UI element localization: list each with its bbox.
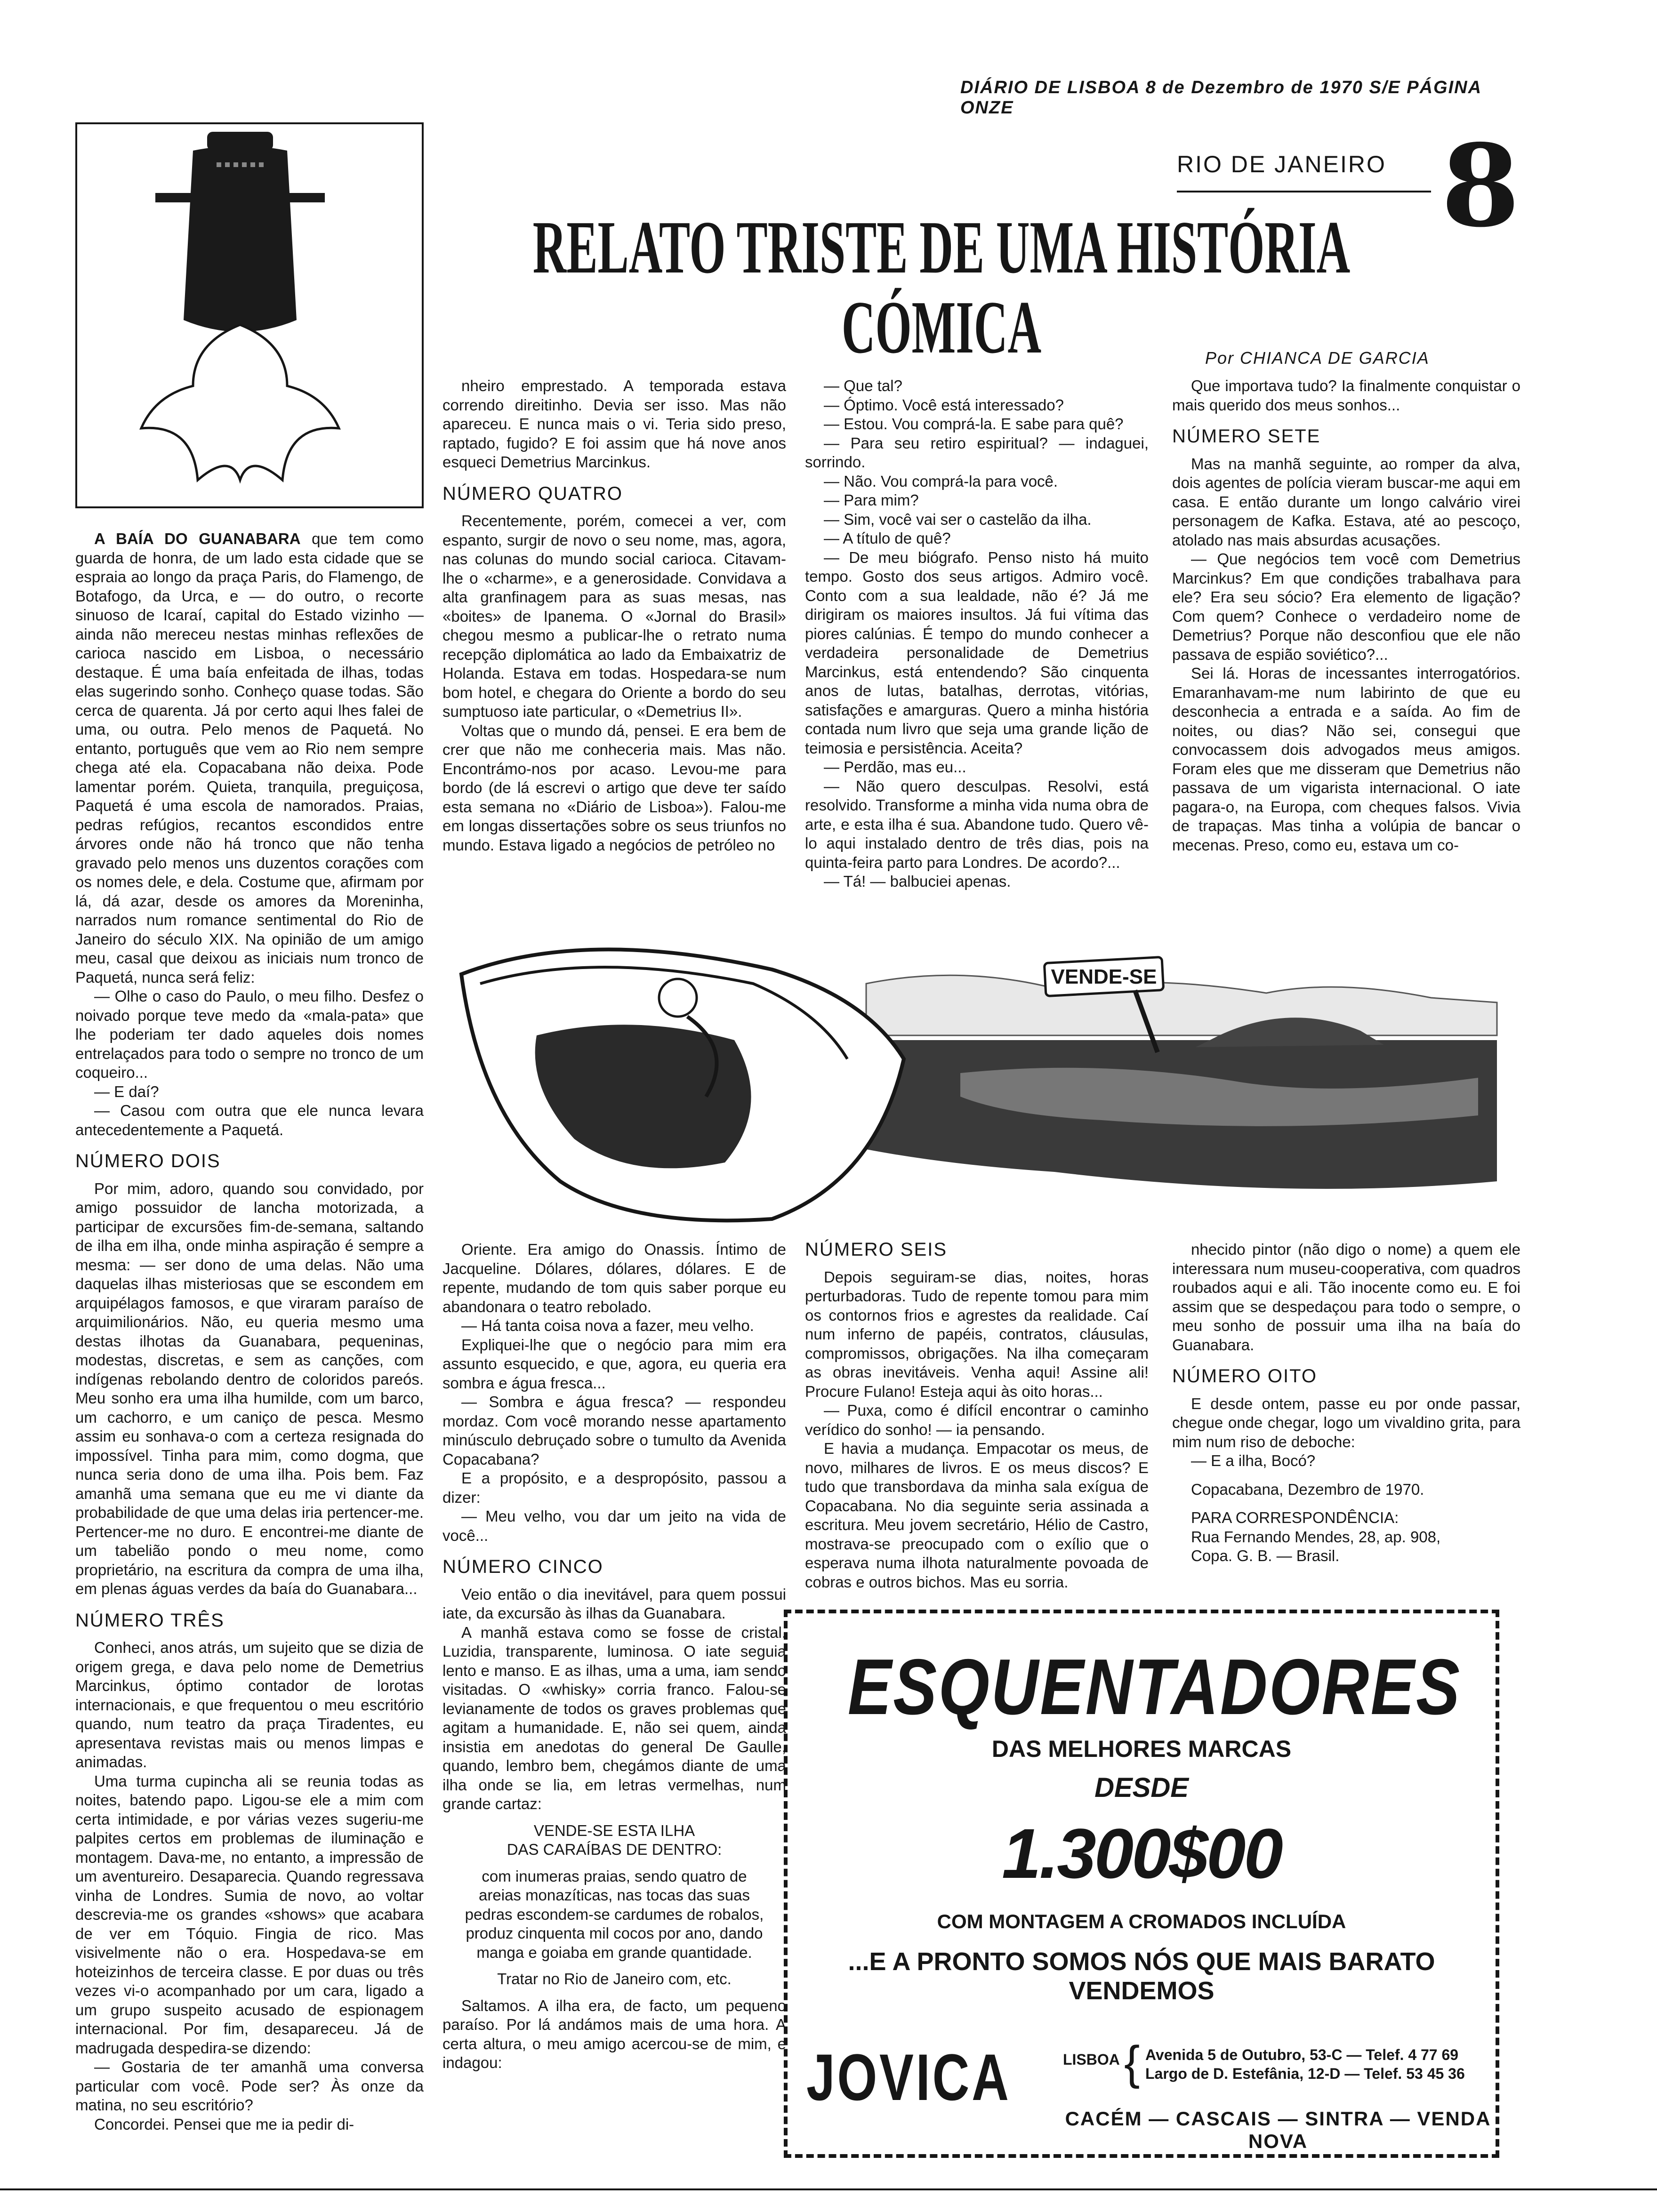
paragraph: Concordei. Pensei que me ia pedir di- xyxy=(94,2115,354,2133)
column-1 xyxy=(75,529,424,2134)
ad-title: ESQUENTADORES xyxy=(847,1643,1462,1731)
column-5 xyxy=(442,1240,786,2073)
page-bottom-rule xyxy=(0,2188,1657,2190)
sign-line: VENDE-SE ESTA ILHA xyxy=(533,1821,695,1839)
ad-tagline-2: VENDEMOS xyxy=(1069,1977,1215,2005)
paragraph: A manhã estava como se fosse de cristal. Luzidia, transparente, luminosa. O iate seguia lento e manso. E as ilhas, uma a uma, iam sendo visitadas. O «whisky» corria franco. Falou-se levianamente de todos os graves problemas que agitam a humanidade. E, não sei quem, ainda insistia em anedotas do general De Gaulle, quando, lembro bem, chegámos diante de uma ilha onde se lia, em letras vermelhas, num grande cartaz: xyxy=(442,1623,786,1812)
section-number: 8 xyxy=(1441,120,1520,252)
paragraph: — Que negócios tem você com Demetrius Marcinkus? Em que condições trabalhava para ele? Era seu sócio? Era elemento de ligação? Com quem? Conhece o verdadeiro nome de Demetrius? Porque não desconfiou que ele não passava de espião soviético?... xyxy=(1172,550,1520,663)
ad-address-1: Avenida 5 de Outubro, 53-C — Telef. 4 77 69 xyxy=(1145,2046,1459,2063)
paragraph: Mas na manhã seguinte, ao romper da alva, dois agentes de polícia vieram buscar-me aqui em casa. E então durante um longo calvário virei personagem de Kafka. Estava, até ao pescoço, atolado nas mais absurdas acusações. xyxy=(1172,455,1520,549)
column-6 xyxy=(805,1240,1149,1592)
paragraph: — Há tanta coisa nova a fazer, meu velho. xyxy=(461,1317,754,1334)
figure-cloak xyxy=(184,146,297,332)
paragraph: Uma turma cupincha ali se reunia todas as noites, batendo papo. Ligou-se ele a mim com certa intimidade, e por várias vezes sugeriu-me palpites certos em problemas de iluminação e montagem. Dava-me, no entanto, a impressão de um aventureiro. Desaparecia. Quando regressava vinha de Londres. Sumia de novo, ao voltar descrevia-me os grandes «shows» que acabara de ver em Tóquio. Fingia de rico. Mas visivelmente não o era. Hospedava-se em hoteizinhos de terceira classe. E por duas ou três vezes vi-o acompanhado por um cara, ligado a um grupo suspeito acusado de espionagem internacional. Por fim, desapareceu. Já de madrugada despedira-se dizendo: xyxy=(75,1772,424,2057)
paragraph: — Para mim? xyxy=(824,491,919,509)
paragraph: — Que tal? xyxy=(824,377,902,394)
paragraph: Saltamos. A ilha era, de facto, um pequeno paraíso. Por lá andámos mais de uma hora. A certa altura, o meu amigo acercou-se de mim, e indagou: xyxy=(442,1996,786,2071)
paragraph: Recentemente, porém, comecei a ver, com espanto, surgir de novo o seu nome, mas, agora, nas colunas do mundo social carioca. Citavam-lhe o «charme», e a generosidade. Convidava a alta granfinagem para as suas mesas, nas «boites» de Ipanema. O «Jornal do Brasil» chegou mesmo a publicar-lhe o retrato numa recepção diplomática ao lado da Embaixatriz de Holanda. Estava em todas. Hospedara-se num bom hotel, e chegara do Oriente a bordo do seu sumptuoso iate particular, o «Demetrius II». xyxy=(442,512,786,720)
correspondence-label: PARA CORRESPONDÊNCIA: xyxy=(1191,1509,1399,1526)
column-4 xyxy=(1172,377,1520,855)
headline-line-2: CÓMICA xyxy=(841,285,1042,369)
paragraph: nhecido pintor (não digo o nome) a quem ele interessara num museu-cooperativa, com quadros roubados aqui e ali. Tão inocente como eu. E foi assim que se despedaçou para todo o sempre, o meu sonho de possuir uma ilha na baía do Guanabara. xyxy=(1172,1241,1520,1354)
paragraph: — Meu velho, vou dar um jeito na vida de você... xyxy=(442,1507,786,1544)
paragraph: — Gostaria de ter amanhã uma conversa particular com você. Pode ser? Às onze da matina, no seu escritório? xyxy=(75,2058,424,2114)
paragraph: — Não. Vou comprá-la para você. xyxy=(824,472,1058,490)
ad-city: LISBOA xyxy=(1063,2051,1120,2068)
paragraph: — Puxa, como é difícil encontrar o caminho verídico do sonho! — ia pensando. xyxy=(805,1402,1149,1438)
paragraph: — Óptimo. Você está interessado? xyxy=(824,396,1064,414)
correspondence-line: Rua Fernando Mendes, 28, ap. 908, xyxy=(1191,1528,1441,1546)
byline: Por CHIANCA DE GARCIA xyxy=(1205,348,1430,368)
ad-tagline xyxy=(788,1947,1496,2005)
paragraph: — E a ilha, Bocó? xyxy=(1191,1452,1316,1469)
paragraph: Veio então o dia inevitável, para quem possui iate, da excursão às ilhas da Guanabara. xyxy=(442,1585,786,1622)
paragraph: — A título de quê? xyxy=(824,529,951,547)
ad-price: 1.300$00 xyxy=(1002,1814,1281,1893)
paragraph: — Estou. Vou comprá-la. E sabe para quê? xyxy=(824,415,1124,433)
paragraph: E a propósito, e a despropósito, passou a dizer: xyxy=(442,1469,786,1506)
paragraph: nheiro emprestado. A temporada estava correndo direitinho. Devia ser isso. Mas não apareceu. E nunca mais o vi. Teria sido preso, raptado, fugido? E foi assim que há nove anos esqueci Demetrius Marcinkus. xyxy=(442,377,786,471)
paragraph: — Perdão, mas eu... xyxy=(824,758,966,776)
paragraph: Depois seguiram-se dias, noites, horas perturbadoras. Tudo de repente tomou para mim os contornos frios e agrestes da realidade. Caí num inferno de papéis, contratos, cláusulas, compromissos, obrigações. Na ilha começaram as obras inevitáveis. Venha aqui! Assine ali! Procure Fulano! Esteja aqui às oito horas... xyxy=(805,1268,1149,1400)
subhead-numero-tres: NÚMERO TRÊS xyxy=(75,1610,225,1631)
column-7 xyxy=(1172,1240,1520,1566)
subhead-numero-sete: NÚMERO SETE xyxy=(1172,426,1321,447)
paragraph: Conheci, anos atrás, um sujeito que se dizia de origem grega, e dava pelo nome de Demetrius Marcinkus, óptimo contador de lorotas internacionais, e que frequentou o meu escritório quando, num teatro da praça Tiradentes, eu apresentava revistas mais ou menos limpas e animadas. xyxy=(75,1639,424,1771)
ad-addresses xyxy=(1145,2045,1465,2083)
paragraph: E desde ontem, passe eu por onde passar, chegue onde chegar, logo um vivaldino grita, para mim num riso de deboche: xyxy=(1172,1395,1520,1451)
paragraph: E havia a mudança. Empacotar os meus, de novo, milhares de livros. E os meus discos? E tudo que transbordava da minha sala exígua de Copacabana. No dia seguinte seria assinada a escritura. Meu jovem secretário, Hélio de Castro, mostrava-se preocupado com o exílio que o esperava numa ilhota naturalmente povoada de cobras e outros bichos. Mas eu sorria. xyxy=(805,1440,1149,1591)
headline-line-1: RELATO TRISTE DE UMA HISTÓRIA xyxy=(532,205,1351,289)
ad-mounting: COM MONTAGEM A CROMADOS INCLUÍDA xyxy=(937,1910,1346,1932)
sign-line: DAS CARAÍBAS DE DENTRO: xyxy=(507,1841,722,1858)
subhead-numero-seis: NÚMERO SEIS xyxy=(805,1239,948,1260)
paragraph: Oriente. Era amigo do Onassis. Íntimo de Jacqueline. Dólares, dólares, dólares. E de repente, mudando de tom quis saber porque eu abandonara o teatro rebolado. xyxy=(442,1241,786,1315)
paragraph: — Não quero desculpas. Resolvi, está resolvido. Transforme a minha vida numa obra de arte, e esta ilha é sua. Abandone tudo. Quero vê-lo aqui instalado dentro de três dias, pois na quinta-feira parto para Londres. De acordo?... xyxy=(805,777,1149,871)
figure-arm xyxy=(155,193,207,202)
paragraph: Sei lá. Horas de incessantes interrogatórios. Emaranhavam-me num labirinto de que eu desconhecia a entrada e a saída. Ao fim de noites, ou dias? Não sei, consegui que convocassem dois advogados meus amigos. Foram eles que me disseram que Demetrius não passava de um vigarista internacional. O iate pagara-o, na Europa, com cheques falsos. Vivia de trapaças. Mas tinha a volúpia de bancar o mecenas. Preso, como eu, estava um co- xyxy=(1172,665,1520,854)
paragraph: Copacabana, Dezembro de 1970. xyxy=(1191,1480,1424,1498)
sign-description: com inumeras praias, sendo quatro de areias monazíticas, nas tocas das suas pedras escondem-se cardumes de robalos, produz cinquenta mil cocos por ano, dando manga e goiaba em grande quantidade. xyxy=(465,1867,764,1961)
figure-arm-right xyxy=(273,193,325,202)
paragraph: — Para seu retiro espiritual? — indaguei, sorrindo. xyxy=(805,434,1149,471)
ad-address-2: Largo de D. Estefânia, 12-D — Telef. 53 45 36 xyxy=(1145,2065,1465,2082)
masthead: DIÁRIO DE LISBOA 8 de Dezembro de 1970 S/E PÁGINA ONZE xyxy=(960,78,1481,118)
sign-text: VENDE-SE xyxy=(1051,965,1157,988)
subhead-numero-oito: NÚMERO OITO xyxy=(1172,1366,1317,1387)
correspondence-line: Copa. G. B. — Brasil. xyxy=(1191,1547,1340,1564)
section-label: RIO DE JANEIRO xyxy=(1177,151,1386,177)
subhead-numero-cinco: NÚMERO CINCO xyxy=(442,1556,603,1577)
paragraph: que tem como guarda de honra, de um lado esta cidade que se espraia ao longo da praça Paris, do Flamengo, de Botafogo, da Urca, e — do outro, o recorte sinuoso de Icaraí, capital do Estado vizinho — ainda não mereceu nestas minhas reflexões de carioca nascido em Lisboa, o necessário destaque. É uma baía enfeitada de ilhas, todas elas sugerindo sonho. Conheço quase todas. São cerca de quarenta. Já por certo aqui lhes falei de uma, ou outra. Pelo menos de Paquetá. No entanto, português que vem ao Rio nem sempre chega até ela. Copacabana não deixa. Pode lamentar porém. Quieta, tranquila, preguiçosa, Paquetá é uma escola de namorados. Praias, pedras refúgios, recantos escondidos entre árvores onde não há tronco que não tenha gravado pelo menos uns duzentos corações com os nomes dele, e dela. Costume que, afirmam por lá, dá azar, desde os amores da Moreninha, narrados num romance sentimental do Rio de Janeiro do século XIX. Na opinião de um amigo meu, casal que deixou as iniciais num tronco de Paquetá, nunca será feliz: xyxy=(75,530,424,986)
paragraph: Por mim, adoro, quando sou convidado, por amigo possuidor de lancha motorizada, a participar de excursões fim-de-semana, saltando de ilha em ilha, onde minha aspiração é sempre a mesma: — ser dono de uma delas. Não uma daquelas ilhas misteriosas que se escondem em arquipélagos famosos, e que viraram paraíso de arquimilionários. Não, eu queria mesmo uma destas ilhotas da Guanabara, pequeninas, modestas, discretas, e sem as canções, com indígenas rebolando dentro de coloridos pareós. Meu sonho era uma ilha humilde, com um barco, um cachorro, e um caniço de pesca. Mesmo assim eu sonhava-o com a certeza resignada do impossível. Tinha para mim, como dogma, que nunca seria dono de uma ilha. Pois bem. Faz amanhã uma semana que eu me vi diante da probabilidade de que uma delas iria pertencer-me. Pertencer-me no duro. E encontrei-me diante de um tabelião pondo o meu nome, como proprietário, na escritura da compra de uma ilha, em plenas águas verdes da baía do Guanabara... xyxy=(75,1179,424,1597)
brace-icon: { xyxy=(1124,2036,1140,2089)
paragraph: — Casou com outra que ele nunca levara antecedentemente a Paquetá. xyxy=(75,1102,424,1138)
boat-illustration xyxy=(442,918,1506,1233)
ad-tagline-1: ...E A PRONTO SOMOS NÓS QUE MAIS BARATO xyxy=(848,1948,1435,1976)
section-rule xyxy=(1177,191,1431,192)
column-3 xyxy=(805,377,1149,891)
advertisement-jovica xyxy=(784,1610,1499,2158)
paragraph: Que importava tudo? Ia finalmente conquistar o mais querido dos meus sonhos... xyxy=(1172,377,1520,414)
ad-desde: DESDE xyxy=(1094,1772,1189,1803)
subhead-numero-dois: NÚMERO DOIS xyxy=(75,1151,221,1171)
illustration-figure xyxy=(75,122,424,508)
passenger-head xyxy=(659,979,697,1017)
paragraph: — De meu biógrafo. Penso nisto há muito tempo. Gosto dos seus artigos. Admiro você. Conto com a sua lealdade, não é? Já me dirigiram os maiores insultos. Já fui vítima das piores calúnias. É tempo do mundo conhecer a verdadeira personalidade de Demetrius Marcinkus, está entendendo? São cinquenta anos de lutas, batalhas, derrotas, vitórias, satisfações e amarguras. Quero a minha história contada num livro que seja uma grande lição de teimosia e persistência. Aceita? xyxy=(805,548,1149,757)
paragraph: Expliquei-lhe que o negócio para mim era assunto esquecido, e que, agora, eu queria era sombra e água fresca... xyxy=(442,1336,786,1392)
lead-in: A BAÍA DO GUANABARA xyxy=(94,530,301,547)
paragraph: Voltas que o mundo dá, pensei. E era bem de crer que não me conheceria mais. Mas não. Encontrámo-nos por acaso. Levou-me para bordo (de lá escrevi o artigo que deve ter saído esta semana no «Diário de Lisboa»). Falou-me em longas dissertações sobre os seus triunfos no mundo. Estava ligado a negócios de petróleo no xyxy=(442,721,786,854)
paragraph: — Sim, você vai ser o castelão da ilha. xyxy=(824,510,1092,528)
column-2 xyxy=(442,377,786,855)
paragraph: — E daí? xyxy=(94,1082,159,1100)
ad-subtitle: DAS MELHORES MARCAS xyxy=(991,1736,1292,1762)
sign-contact: Tratar no Rio de Janeiro com, etc. xyxy=(497,1970,732,1988)
paragraph: — Sombra e água fresca? — respondeu mordaz. Com você morando nesse apartamento minúsculo debruçado sobre o tumulto da Avenida Copacabana? xyxy=(442,1393,786,1468)
paragraph: — Tá! — balbuciei apenas. xyxy=(824,873,1011,890)
subhead-numero-quatro: NÚMERO QUATRO xyxy=(442,483,623,504)
ad-brand: JOVICA xyxy=(806,2040,1011,2114)
ad-towns: CACÉM — CASCAIS — SINTRA — VENDA NOVA xyxy=(1065,2108,1491,2152)
paragraph: — Olhe o caso do Paulo, o meu filho. Desfez o noivado porque teve medo da «mala-pata» que lhe poderiam ter dado aqueles dois nomes entrelaçados para todo o sempre no tronco de um coqueiro... xyxy=(75,987,424,1081)
